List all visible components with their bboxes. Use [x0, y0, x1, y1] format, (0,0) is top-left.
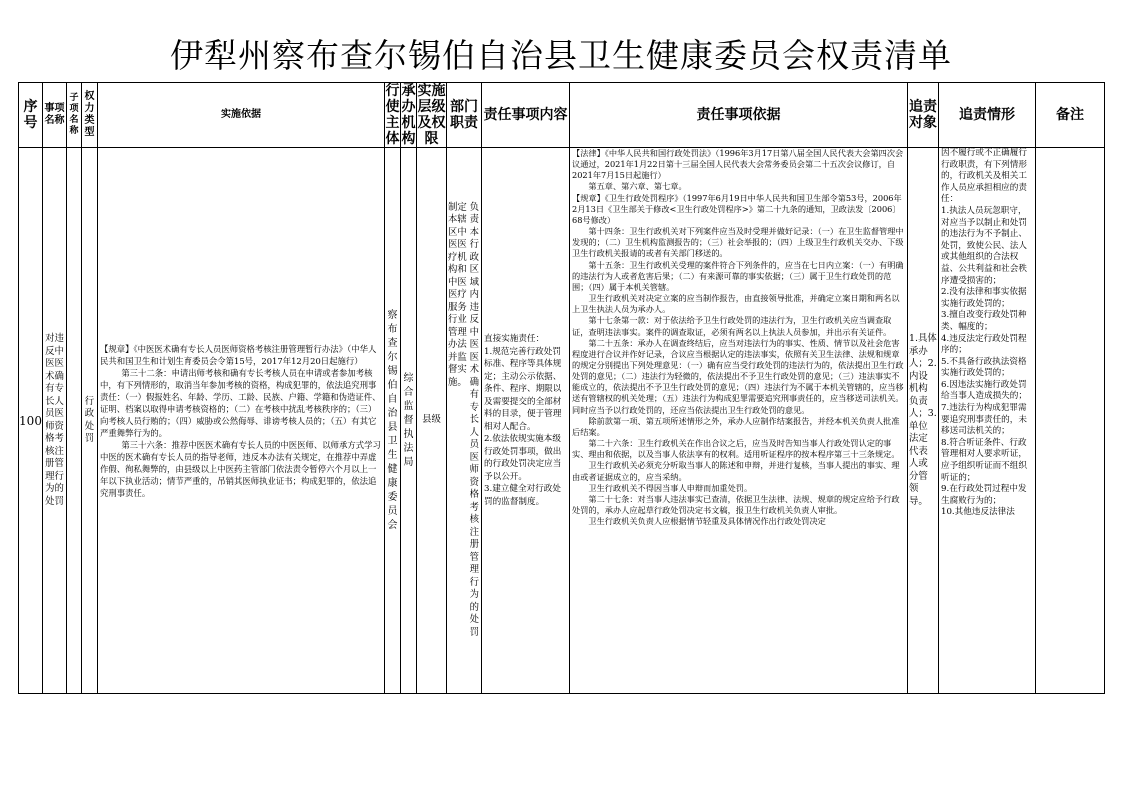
pursue-situation-item: 10.其他违反法律法 — [941, 507, 1015, 518]
resp-basis-paragraph: 第十七条第一款：对于依法给予卫生行政处罚的违法行为，卫生行政机关应当调查取证，查明违法事实。案件的调查取证，必须有两名以上执法人员参加，并出示有关证件。 — [572, 315, 892, 337]
cell-remark — [1036, 148, 1105, 694]
pursue-situation-item: 1.执法人员玩忽职守，对应当予以制止和处罚的违法行为不予制止、处罚，致使公民、法人或其他组织的合法权益、公共利益和社会秩序遭受损害的； — [941, 205, 1027, 286]
resp-basis-paragraph: 第十五条：卫生行政机关受理的案件符合下列条件的，应当在七日内立案：（一）有明确的违法行为人或者危害后果；（二）有来源可靠的事实依据；（三）属于卫生行政处罚的范围；（四）属于本机关管辖。 — [572, 259, 904, 292]
resp-basis-paragraph: 卫生行政机关对决定立案的应当制作报告，由直接领导批准，并确定立案日期和两名以上卫生执法人员为承办人。 — [572, 293, 900, 315]
header-resp-content: 责任事项内容 — [482, 83, 570, 148]
resp-basis-paragraph: 第十四条：卫生行政机关对下列案件应当及时受理并做好记录：（一）在卫生监督管理中发现的；（二）卫生机构监测报告的；（三）社会举报的；（四）上级卫生行政机关交办、下级卫生行政机关报请的或者有关部门移送的。 — [572, 226, 904, 259]
cell-item-name: 对违反中医医术确有专长人员医师资格考核注册管理行为的处罚 — [43, 148, 67, 694]
table-row — [19, 148, 1105, 694]
header-pursue-situation: 追责情形 — [939, 83, 1036, 148]
header-row — [19, 83, 1105, 148]
resp-basis-paragraph: 第二十七条：对当事人违法事实已查清，依据卫生法律、法规、规章的规定应给予行政处罚的，承办人应起草行政处罚决定书文稿，报卫生行政机关负责人审批。 — [572, 493, 900, 515]
header-dept-duty: 部门职责 — [447, 83, 482, 148]
dept-duty-text: 负责本行政区域内违反中医医术确有专长人员医师资格考核注册管理行为的处罚 — [469, 201, 480, 638]
header-remark: 备注 — [1036, 83, 1105, 148]
resp-basis-paragraph: 卫生行政机关负责人应根据情节轻重及具体情况作出行政处罚决定 — [588, 516, 826, 527]
pursue-situation-item: 3.擅自改变行政处罚种类、幅度的； — [941, 310, 1027, 332]
dept-duty-text-right: 制定本辖区中医医疗机构和中医医疗服务行业管理办法并监督实施。 — [448, 201, 467, 388]
power-responsibility-table — [18, 82, 1105, 694]
cell-resp-basis — [570, 148, 908, 694]
pursue-situation-item: 2.没有法律和事实依据实施行政处罚的； — [941, 287, 1027, 309]
header-undertaking-agency: 承办机构 — [401, 83, 416, 147]
resp-basis-paragraph: 除前款第一项、第五项所述情形之外，承办人应制作结案报告，并经本机关负责人批准后结案。 — [572, 415, 900, 437]
header-sub-item-name: 子项名称 — [67, 83, 82, 148]
resp-content-text: 直接实施责任： 1.规范完善行政处罚标准、程序等具体规定；主动公示依据、条件、程序、期限以及需要提交的全部材料的目录，便于管理相对人配合。 2.依法依规实施本级行政处罚事项，做出的行政处罚决定应当予以公开。 3.建立健全对行政处罚的监督制度。 — [484, 334, 562, 507]
cell-pursue-object — [908, 148, 939, 694]
pursue-situation-item: 9.在行政处罚过程中发生腐败行为的； — [941, 484, 1027, 506]
pursue-situation-item: 因不履行或不正确履行行政职责，有下列情形的，行政机关及相关工作人员应承担相应的责任： — [941, 148, 1027, 205]
cell-power-type: 行政处罚 — [82, 148, 98, 694]
header-seq: 序号 — [19, 83, 43, 148]
resp-basis-paragraph: 【法律】《中华人民共和国行政处罚法》（1996年3月17日第八届全国人民代表大会第四次会议通过，2021年1月22日第十三届全国人民代表大会常务委员会第二十五次会议修订，自2021年7月15日起施行） — [572, 148, 904, 181]
pursue-situation-item: 8.符合听证条件、行政管理相对人要求听证，应予组织听证而不组织听证的； — [941, 437, 1027, 483]
header-basis: 实施依据 — [98, 83, 385, 148]
header-pursue-object: 追责对象 — [908, 83, 939, 148]
pursue-situation-item: 4.违反法定行政处罚程序的； — [941, 333, 1027, 356]
basis-text: 【规章】《中医医术确有专长人员医师资格考核注册管理暂行办法》（中华人民共和国卫生和计划生育委员会令第15号，2017年12月20日起施行） 第三十二条：申请出师考核和确有专长考核人员在申请或者参加考核中，有下列情形的，取消当年参加考核的资格，构成犯罪的，依法追究刑事责任：（一）假报姓名、年龄、学历、工龄、民族、户籍、学籍和伪造证件、证明、档案以取得申请考核资格的；（二）在考核中扰乱考核秩序的；（三）向考核人员行贿的；（四）威胁或公然侮辱、诽谤考核人员的；（五）有其它严重舞弊行为的。 第三十六条：推荐中医医术确有专长人员的中医医师、以师承方式学习中医的医术确有专长人员的指导老师，违反本办法有关规定，在推荐中弄虚作假、徇私舞弊的，由县级以上中医药主管部门依法责令暂停六个月以上一年以下执业活动；情节严重的，吊销其医师执业证书；构成犯罪的，依法追究刑事责任。 — [100, 343, 381, 498]
cell-seq: 100 — [19, 148, 43, 694]
cell-dept-duty — [447, 148, 482, 694]
resp-basis-paragraph: 卫生行政机关必须充分听取当事人的陈述和申辩，并进行复核，当事人提出的事实、理由或者证据成立的，应当采纳。 — [572, 460, 900, 482]
resp-basis-paragraph: 第二十五条：承办人在调查终结后，应当对违法行为的事实、性质、情节以及社会危害程度进行合议并作好记录，合议应当根据认定的违法事实，依照有关卫生法律、法规和规章的规定分别提出下列处理意见：（一）确有应当受行政处罚的违法行为的，依法提出卫生行政处罚的意见；（二）违法行为轻微的，依法提出不予卫生行政处罚的意见；（三）违法事实不能成立的，依法提出不予卫生行政处罚的意见；（四）违法行为不属于本机关管辖的，应当移送有管辖权的机关处理；（五）违法行为构成犯罪需要追究刑事责任的，应当移送司法机关。同时应当予以行政处罚的，还应当依法提出卫生行政处罚的意见。 — [572, 337, 904, 415]
header-power-type: 权力类型 — [82, 83, 98, 148]
pursue-situation-list — [941, 148, 1033, 519]
resp-basis-paragraph: 【规章】《卫生行政处罚程序》（1997年6月19日中华人民共和国卫生部令第53号，2006年 2月13日《卫生部关于修改<卫生行政处罚程序>》第二十九条的通知，卫政法发〔2006〕68号修改） — [572, 192, 902, 225]
pursue-object-text: 1.具体承办人；2.内设机构负责人；3.单位法定代表人或分管领导。 — [909, 333, 937, 507]
page-title: 伊犁州察布查尔锡伯自治县卫生健康委员会权责清单 — [170, 36, 952, 75]
header-resp-basis: 责任事项依据 — [570, 83, 908, 148]
resp-basis-paragraph: 第五章、第六章、第七章。 — [588, 181, 687, 192]
level-text: 县级 — [422, 414, 441, 426]
cell-exercising-subject: 察布查尔锡伯自治县卫生健康委员会 — [385, 148, 401, 694]
cell-sub-item-name — [67, 148, 82, 694]
header-level: 实施层级及权限 — [417, 83, 446, 147]
cell-pursue-situation — [939, 148, 1036, 694]
resp-basis-paragraphs — [572, 148, 905, 527]
cell-level — [417, 148, 447, 694]
cell-resp-content — [482, 148, 570, 694]
resp-basis-paragraph: 卫生行政机关不得因当事人申辩而加重处罚。 — [588, 482, 753, 493]
resp-basis-paragraph: 第二十六条：卫生行政机关在作出合议之后，应当及时告知当事人行政处罚认定的事实、理由和依据，以及当事人依法享有的权利。适用听证程序的按本程序第三十三条规定。 — [572, 438, 900, 460]
cell-basis — [98, 148, 385, 694]
pursue-situation-item: 5.不具备行政执法资格实施行政处罚的； — [941, 356, 1027, 379]
pursue-situation-item: 6.因违法实施行政处罚给当事人造成损失的； — [941, 379, 1027, 402]
pursue-situation-item: 7.违法行为构成犯罪需要追究刑事责任的，未移送司法机关的； — [941, 403, 1027, 437]
header-exercising-subject: 行使主体 — [385, 83, 400, 147]
cell-undertaking-agency: 综合监督执法局 — [401, 148, 417, 694]
header-item-name: 事项名称 — [43, 83, 67, 148]
